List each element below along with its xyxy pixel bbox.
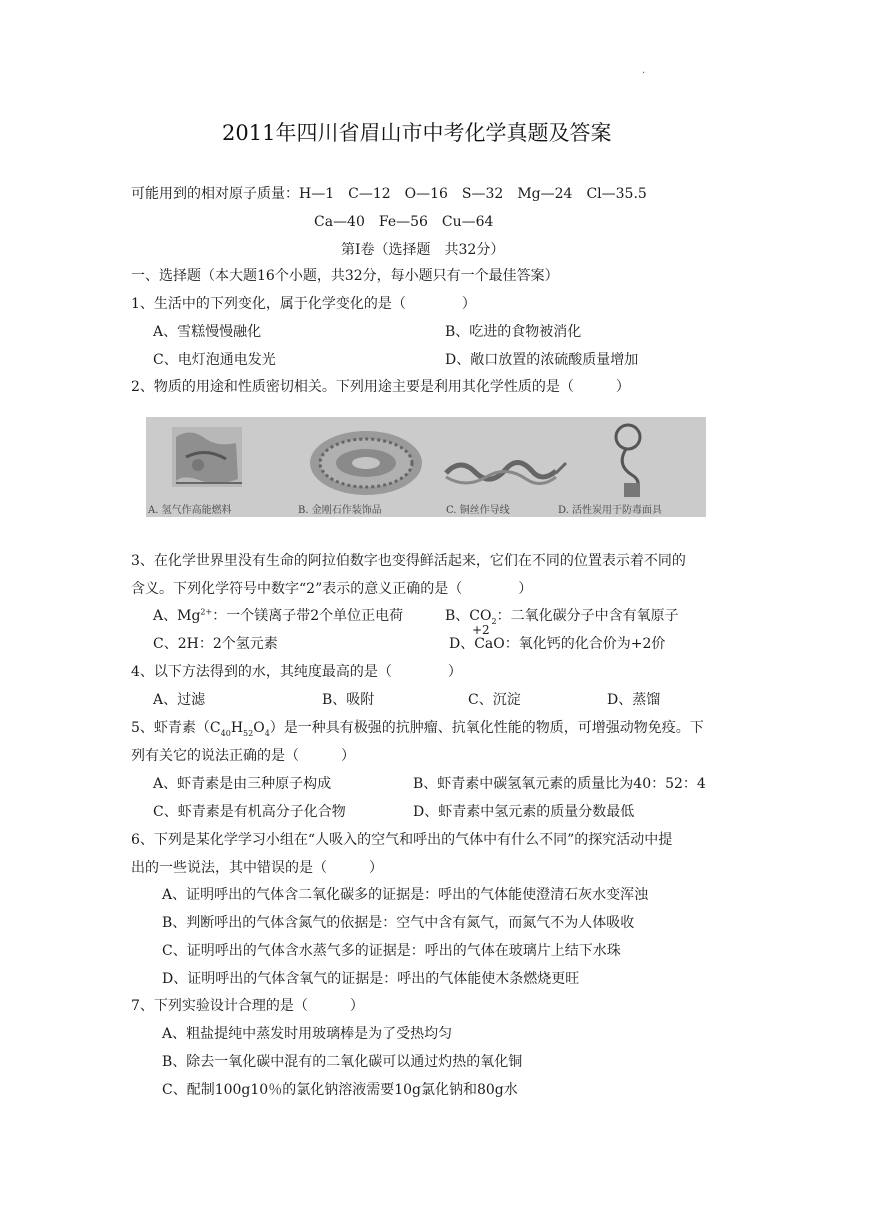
q2-caption-c: C. 铜丝作导线 bbox=[446, 505, 510, 516]
q1-option-c: C、电灯泡通电发光 bbox=[153, 352, 276, 368]
q4-option-c: C、沉淀 bbox=[468, 692, 521, 708]
q5-stem-h: H bbox=[230, 720, 244, 736]
q3-b-subscript: 2 bbox=[491, 616, 497, 626]
diamond-ornament-image bbox=[310, 431, 422, 495]
q3-d-valence: +2 bbox=[472, 623, 490, 637]
q5-sub-carbon: 40 bbox=[220, 728, 231, 738]
q3-a-superscript: 2+ bbox=[200, 607, 213, 617]
q1-stem: 1、生活中的下列变化，属于化学变化的是（ ） bbox=[131, 296, 476, 312]
q7-option-b: B、除去一氧化碳中混有的二氧化碳可以通过灼热的氧化铜 bbox=[162, 1054, 523, 1070]
page-title: 2011年四川省眉山市中考化学真题及答案 bbox=[222, 121, 612, 145]
q6-option-b: B、判断呼出的气体含氮气的依据是：空气中含有氮气，而氮气不为人体吸收 bbox=[162, 915, 635, 931]
q4-option-a: A、过滤 bbox=[153, 692, 206, 708]
q1-option-a: A、雪糕慢慢融化 bbox=[153, 324, 262, 340]
q4-stem: 4、以下方法得到的水，其纯度最高的是（ ） bbox=[131, 664, 462, 680]
q2-caption-a: A. 氢气作高能燃料 bbox=[148, 505, 232, 516]
q1-option-d: D、敞口放置的浓硫酸质量增加 bbox=[445, 352, 639, 368]
q5-stem-line1 bbox=[131, 717, 704, 738]
q6-option-c: C、证明呼出的气体含水蒸气多的证据是：呼出的气体在玻璃片上结下水珠 bbox=[162, 943, 621, 959]
q6-stem-line2: 出的一些说法，其中错误的是（ ） bbox=[131, 860, 383, 876]
q7-option-c: C、配制100g10％的氯化钠溶液需要10g氯化钠和80g水 bbox=[162, 1082, 518, 1098]
q2-caption-d: D. 活性炭用于防毒面具 bbox=[558, 505, 663, 516]
q1-option-b: B、吃进的食物被消化 bbox=[445, 324, 582, 340]
q6-option-d: D、证明呼出的气体含氧气的证据是：呼出的气体能使木条燃烧更旺 bbox=[162, 971, 580, 987]
q2-stem: 2、物质的用途和性质密切相关。下列用途主要是利用其化学性质的是（ ） bbox=[131, 379, 630, 395]
q3-option-c: C、2H：2个氢元素 bbox=[153, 636, 278, 652]
q5-option-d: D、虾青素中氢元素的质量分数最低 bbox=[413, 804, 635, 820]
q3-a-text: ：一个镁离子带2个单位正电荷 bbox=[212, 608, 404, 624]
q5-sub-hydrogen: 52 bbox=[243, 728, 254, 738]
q5-option-b: B、虾青素中碳氢氧元素的质量比为40：52：4 bbox=[413, 776, 706, 792]
hydrogen-fuel-image bbox=[172, 427, 242, 487]
header-dot: · bbox=[642, 68, 646, 79]
q5-stem-o: O bbox=[253, 720, 265, 736]
q5-option-c: C、虾青素是有机高分子化合物 bbox=[153, 804, 346, 820]
q7-stem: 7、下列实验设计合理的是（ ） bbox=[131, 998, 364, 1014]
q5-option-a: A、虾青素是由三种原子构成 bbox=[153, 776, 332, 792]
q2-caption-b: B. 金刚石作装饰品 bbox=[298, 505, 382, 516]
q3-b-label: B、CO bbox=[445, 608, 492, 624]
atomic-mass-line1: 可能用到的相对原子质量：H—1 C—12 O—16 S—32 Mg—24 Cl—35.5 bbox=[131, 186, 647, 202]
part1-title: 第Ⅰ卷（选择题 共32分） bbox=[341, 242, 505, 258]
q5-stem-post: ）是一种具有极强的抗肿瘤、抗氧化性能的物质，可增强动物免疫。下 bbox=[269, 720, 704, 736]
q4-option-d: D、蒸馏 bbox=[607, 692, 661, 708]
q6-option-a: A、证明呼出的气体含二氧化碳多的证据是：呼出的气体能使澄清石灰水变浑浊 bbox=[162, 887, 649, 903]
atomic-mass-line2: Ca—40 Fe—56 Cu—64 bbox=[314, 214, 494, 230]
q6-stem-line1: 6、下列是某化学学习小组在“人吸入的空气和呼出的气体中有什么不同”的探究活动中提 bbox=[131, 832, 673, 848]
q3-option-a bbox=[153, 605, 403, 625]
q3-a-label: A、Mg bbox=[153, 608, 201, 624]
q5-stem-line2: 列有关它的说法正确的是（ ） bbox=[131, 748, 355, 764]
q3-stem-line2: 含义。下列化学符号中数字“2”表示的意义正确的是（ ） bbox=[131, 581, 533, 597]
q7-option-a: A、粗盐提纯中蒸发时用玻璃棒是为了受热均匀 bbox=[162, 1026, 453, 1042]
section1-heading: 一、选择题（本大题16个小题，共32分，每小题只有一个最佳答案） bbox=[131, 268, 559, 284]
q5-sub-oxygen: 4 bbox=[264, 728, 270, 738]
q5-stem-pre: 5、虾青素（C bbox=[131, 720, 221, 736]
q3-option-d: D、CaO：氧化钙的化合价为+2价 bbox=[449, 636, 666, 652]
q2-figure bbox=[146, 417, 706, 517]
q4-option-b: B、吸附 bbox=[322, 692, 375, 708]
q3-stem-line1: 3、在化学世界里没有生命的阿拉伯数字也变得鲜活起来，它们在不同的位置表示着不同的 bbox=[131, 553, 686, 569]
q3-b-text: ：二氧化碳分子中含有氧原子 bbox=[496, 608, 679, 624]
